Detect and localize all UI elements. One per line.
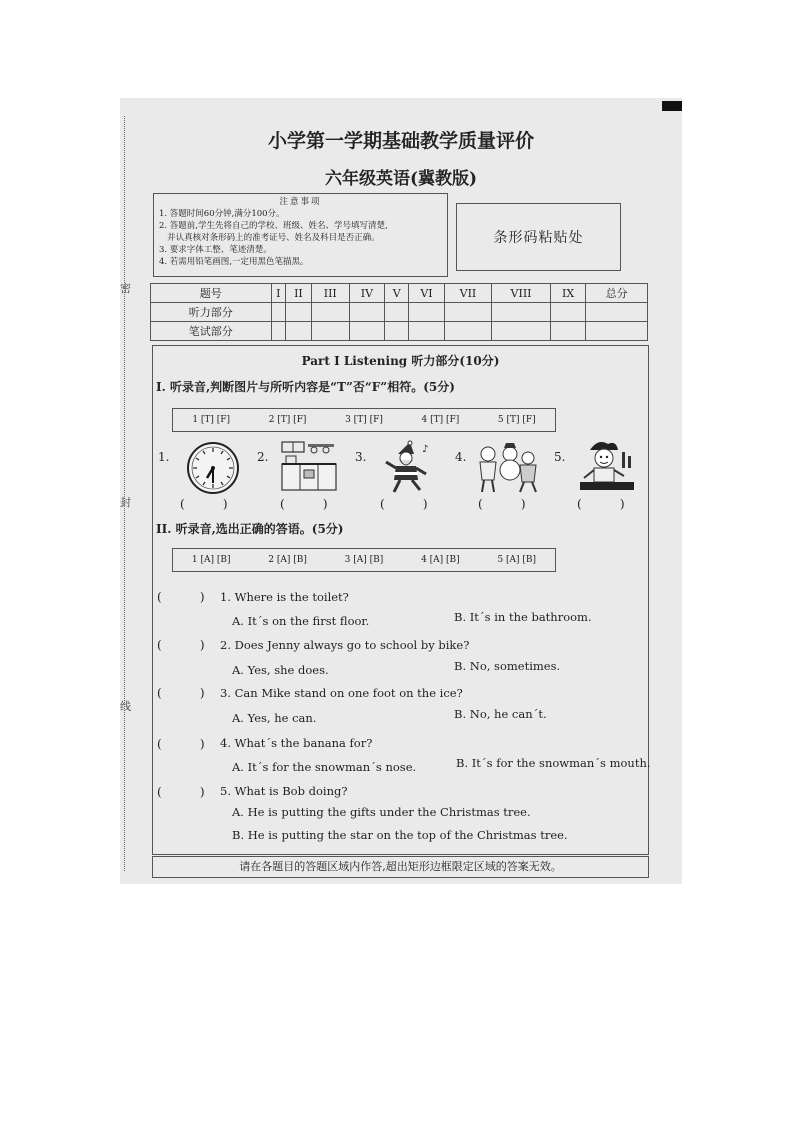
- answer-paren-2[interactable]: ( ): [280, 497, 328, 511]
- score-cell[interactable]: [586, 303, 648, 322]
- answer-option-4[interactable]: 4 [A] [B]: [421, 555, 460, 565]
- score-cell[interactable]: [586, 322, 648, 341]
- score-cell[interactable]: [285, 322, 311, 341]
- answer-paren-1[interactable]: ( ): [180, 497, 228, 511]
- answer-paren-q4[interactable]: ( ): [157, 737, 205, 751]
- question-4: 4. What´s the banana for?: [220, 736, 373, 750]
- score-header-cell: IV: [349, 284, 385, 303]
- score-table: [150, 283, 648, 341]
- answer-option-1[interactable]: 1 [T] [F]: [192, 415, 231, 425]
- score-cell[interactable]: [492, 322, 551, 341]
- answer-option-2[interactable]: 2 [T] [F]: [268, 415, 307, 425]
- option-5b: B. He is putting the star on the top of the Christmas tree.: [232, 828, 568, 842]
- notice-box: [153, 193, 448, 277]
- score-header-cell: I: [271, 284, 285, 303]
- footer-note: 请在各题目的答题区域内作答,超出矩形边框限定区域的答案无效。: [152, 856, 649, 878]
- answer-option-4[interactable]: 4 [T] [F]: [421, 415, 460, 425]
- question-5: 5. What is Bob doing?: [220, 784, 348, 798]
- barcode-area: 条形码粘贴处: [456, 203, 621, 271]
- answer-option-5[interactable]: 5 [T] [F]: [497, 415, 536, 425]
- answer-paren-q1[interactable]: ( ): [157, 590, 205, 604]
- score-row-label: 笔试部分: [151, 322, 272, 341]
- answer-option-2[interactable]: 2 [A] [B]: [268, 555, 307, 565]
- binding-char-1: 密: [120, 282, 131, 295]
- section1-title: I. 听录音,判断图片与所听内容是“T”否“F”相符。(5分): [156, 380, 455, 394]
- picture-number-2: 2.: [257, 450, 269, 464]
- corner-registration-mark: [662, 101, 682, 111]
- score-cell[interactable]: [409, 322, 445, 341]
- option-1a: A. It´s on the first floor.: [232, 614, 370, 628]
- option-1b: B. It´s in the bathroom.: [454, 610, 592, 624]
- score-header-cell: VI: [409, 284, 445, 303]
- score-header-cell: IX: [550, 284, 585, 303]
- score-cell[interactable]: [271, 322, 285, 341]
- score-header-cell: VII: [444, 284, 491, 303]
- exam-title: 小学第一学期基础教学质量评价: [267, 130, 534, 152]
- score-row-writing: [151, 322, 648, 341]
- score-cell[interactable]: [311, 322, 349, 341]
- score-cell[interactable]: [311, 303, 349, 322]
- answer-paren-5[interactable]: ( ): [577, 497, 625, 511]
- answer-option-1[interactable]: 1 [A] [B]: [191, 555, 231, 565]
- score-cell[interactable]: [444, 322, 491, 341]
- chef-cooking-picture: [578, 438, 636, 492]
- snowman-children-picture: [474, 440, 544, 494]
- score-cell[interactable]: [385, 303, 409, 322]
- answer-paren-q3[interactable]: ( ): [157, 686, 205, 700]
- answer-paren-3[interactable]: ( ): [380, 497, 428, 511]
- svg-text:♪: ♪: [422, 444, 429, 455]
- picture-number-5: 5.: [554, 450, 566, 464]
- notice-item: 1. 答题时间60分钟,满分100分。: [159, 209, 285, 219]
- score-cell[interactable]: [285, 303, 311, 322]
- option-2a: A. Yes, she does.: [232, 663, 329, 677]
- score-header-cell: II: [285, 284, 311, 303]
- score-cell[interactable]: [385, 322, 409, 341]
- answer-paren-q5[interactable]: ( ): [157, 785, 205, 799]
- exam-subtitle: 六年级英语(冀教版): [324, 169, 478, 189]
- section2-answer-box: [172, 548, 556, 572]
- score-cell[interactable]: [444, 303, 491, 322]
- clock-picture: [186, 441, 240, 495]
- picture-number-4: 4.: [455, 450, 467, 464]
- option-4b: B. It´s for the snowman´s mouth.: [456, 756, 651, 770]
- score-header-cell: III: [311, 284, 349, 303]
- answer-option-3[interactable]: 3 [T] [F]: [345, 415, 383, 425]
- binding-char-2: 封: [120, 496, 131, 509]
- question-3: 3. Can Mike stand on one foot on the ice?: [220, 686, 463, 700]
- score-cell[interactable]: [492, 303, 551, 322]
- score-cell[interactable]: [409, 303, 445, 322]
- score-header-cell: VIII: [492, 284, 551, 303]
- answer-paren-q2[interactable]: ( ): [157, 638, 205, 652]
- option-5a: A. He is putting the gifts under the Christmas tree.: [232, 805, 531, 819]
- kitchen-picture: [280, 440, 338, 492]
- score-cell[interactable]: [550, 322, 585, 341]
- section1-answer-box: [172, 408, 556, 432]
- score-cell[interactable]: [550, 303, 585, 322]
- option-2b: B. No, sometimes.: [454, 659, 561, 673]
- score-header-cell: V: [385, 284, 409, 303]
- section2-title: II. 听录音,选出正确的答语。(5分): [156, 522, 344, 536]
- score-header-cell: 总分: [586, 284, 648, 303]
- part1-title: Part I Listening 听力部分(10分): [301, 354, 500, 368]
- answer-option-5[interactable]: 5 [A] [B]: [497, 555, 537, 565]
- question-1: 1. Where is the toilet?: [220, 590, 349, 604]
- notice-item: 2. 答题前,学生先将自己的学校、班级、姓名、学号填写清楚,: [159, 221, 388, 231]
- score-row-listening: [151, 303, 648, 322]
- option-3b: B. No, he can´t.: [454, 707, 547, 721]
- notice-item: 4. 若需用铅笔画图,一定用黑色笔描黑。: [159, 257, 309, 267]
- binding-char-3: 线: [120, 700, 131, 713]
- option-4a: A. It´s for the snowman´s nose.: [232, 760, 417, 774]
- notice-item: 3. 要求字体工整、笔迹清楚。: [159, 245, 272, 255]
- score-header-cell: 题号: [151, 284, 272, 303]
- notice-heading: 注意事项: [279, 197, 322, 207]
- picture-number-3: 3.: [355, 450, 367, 464]
- santa-dancing-picture: [380, 440, 436, 494]
- score-cell[interactable]: [349, 303, 385, 322]
- picture-number-1: 1.: [158, 450, 170, 464]
- option-3a: A. Yes, he can.: [232, 711, 317, 725]
- question-2: 2. Does Jenny always go to school by bike?: [220, 638, 470, 652]
- answer-option-3[interactable]: 3 [A] [B]: [344, 555, 384, 565]
- notice-item: 并认真核对条形码上的准考证号、姓名及科目是否正确。: [159, 233, 380, 243]
- score-cell[interactable]: [349, 322, 385, 341]
- answer-paren-4[interactable]: ( ): [478, 497, 526, 511]
- score-header-row: [151, 284, 648, 303]
- score-cell[interactable]: [271, 303, 285, 322]
- score-row-label: 听力部分: [151, 303, 272, 322]
